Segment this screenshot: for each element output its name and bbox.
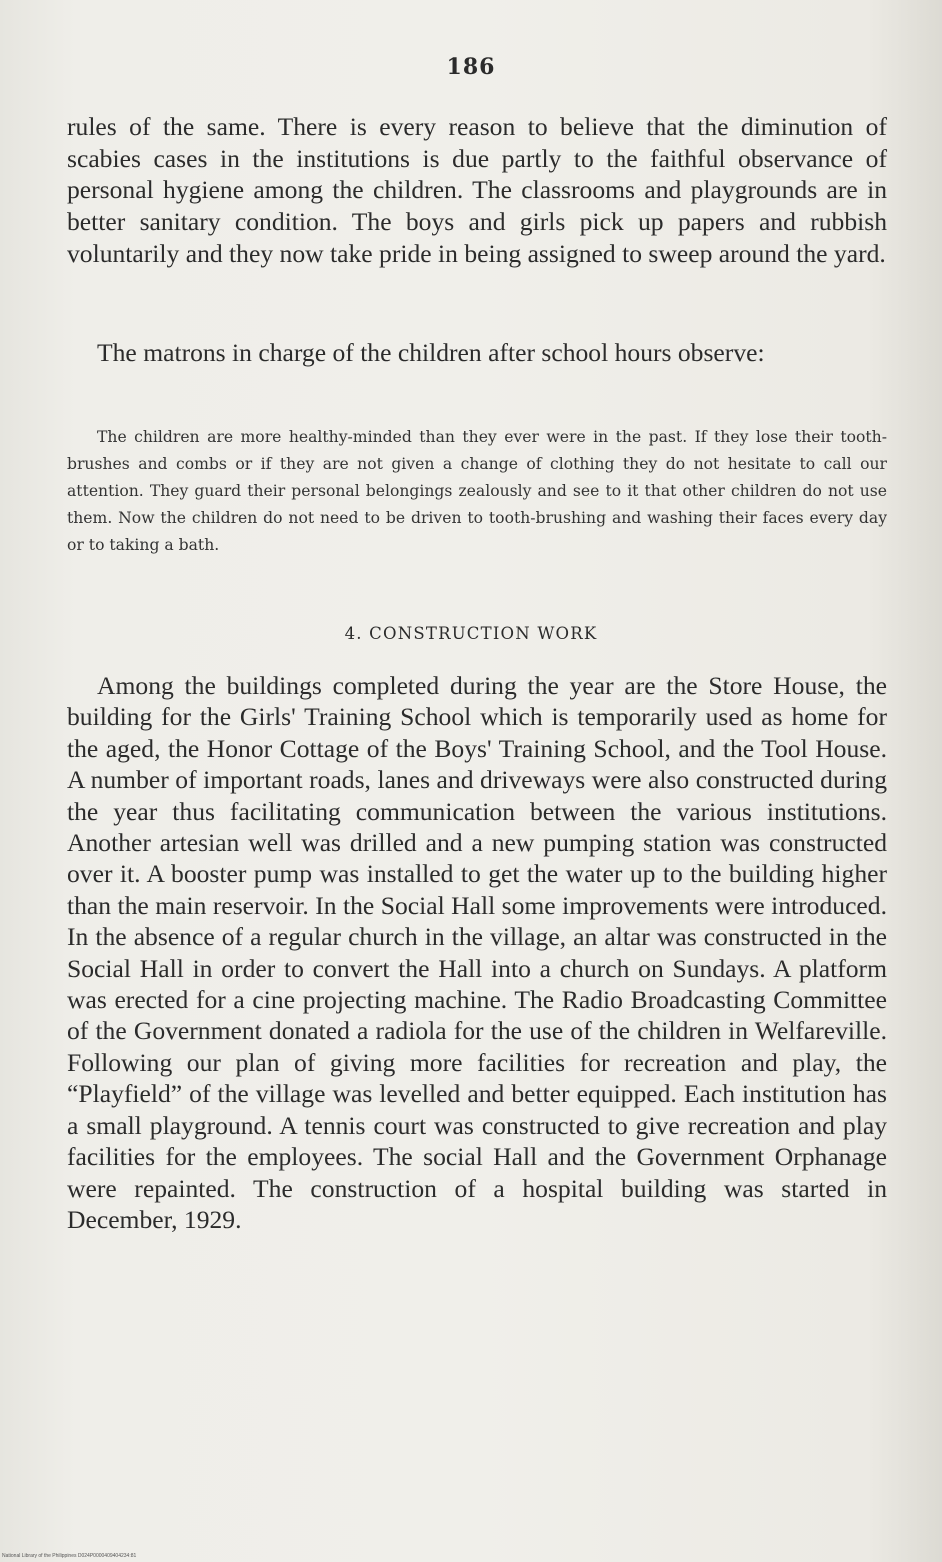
section-heading-construction-work: 4. CONSTRUCTION WORK (344, 624, 598, 643)
paragraph-matrons-observe: The matrons in charge of the children after school hours observe: (97, 338, 765, 367)
page-number: 186 (446, 54, 496, 80)
paragraph-scabies-hygiene: rules of the same. There is every reason to believe that the diminution of scabies cases in the institutions is due partly to the faithful observance of personal hygiene among the children. The classrooms and playgrounds are in better sanitary condition. The boys and girls pick up papers and rubbish voluntarily and they now take pride in being assigned to sweep around the yard. (67, 112, 887, 268)
block-quote-matrons: The children are more healthy-minded than they ever were in the past. If they lose their tooth-brushes and combs or if they are not given a change of clothing they do not hesitate to call our attention. They guard their personal belongings zealously and see to it that other children do not use them. Now the children do not need to be driven to tooth-brushing and washing their faces every day or to taking a bath. (67, 428, 887, 554)
paragraph-construction-work: Among the buildings completed during the year are the Store House, the building for the Girls' Training School which is temporarily used as home for the aged, the Honor Cottage of the Boys' Training School, and the Tool House. A number of important roads, lanes and driveways were also constructed during the year thus facilitating communication between the various institutions. Another artesian well was drilled and a new pumping station was constructed over it. A booster pump was installed to get the water up to the building higher than the main reservoir. In the Social Hall some improvements were introduced. In the absence of a regular church in the village, an altar was constructed in the Social Hall in order to convert the Hall into a church on Sundays. A platform was erected for a cine projecting machine. The Radio Broadcasting Committee of the Government donated a radiola for the use of the children in Welfareville. Following our plan of giving more facilities for recreation and play, the “Playfield” of the village was levelled and better equipped. Each institution has a small playground. A tennis court was constructed to give recreation and play facilities for the employees. The social Hall and the Government Orphanage were repainted. The construction of a hospital building was started in December, 1929. (67, 671, 887, 1234)
library-footer-note: National Library of the Philippines D024P0000409404234:81 (2, 1553, 137, 1559)
